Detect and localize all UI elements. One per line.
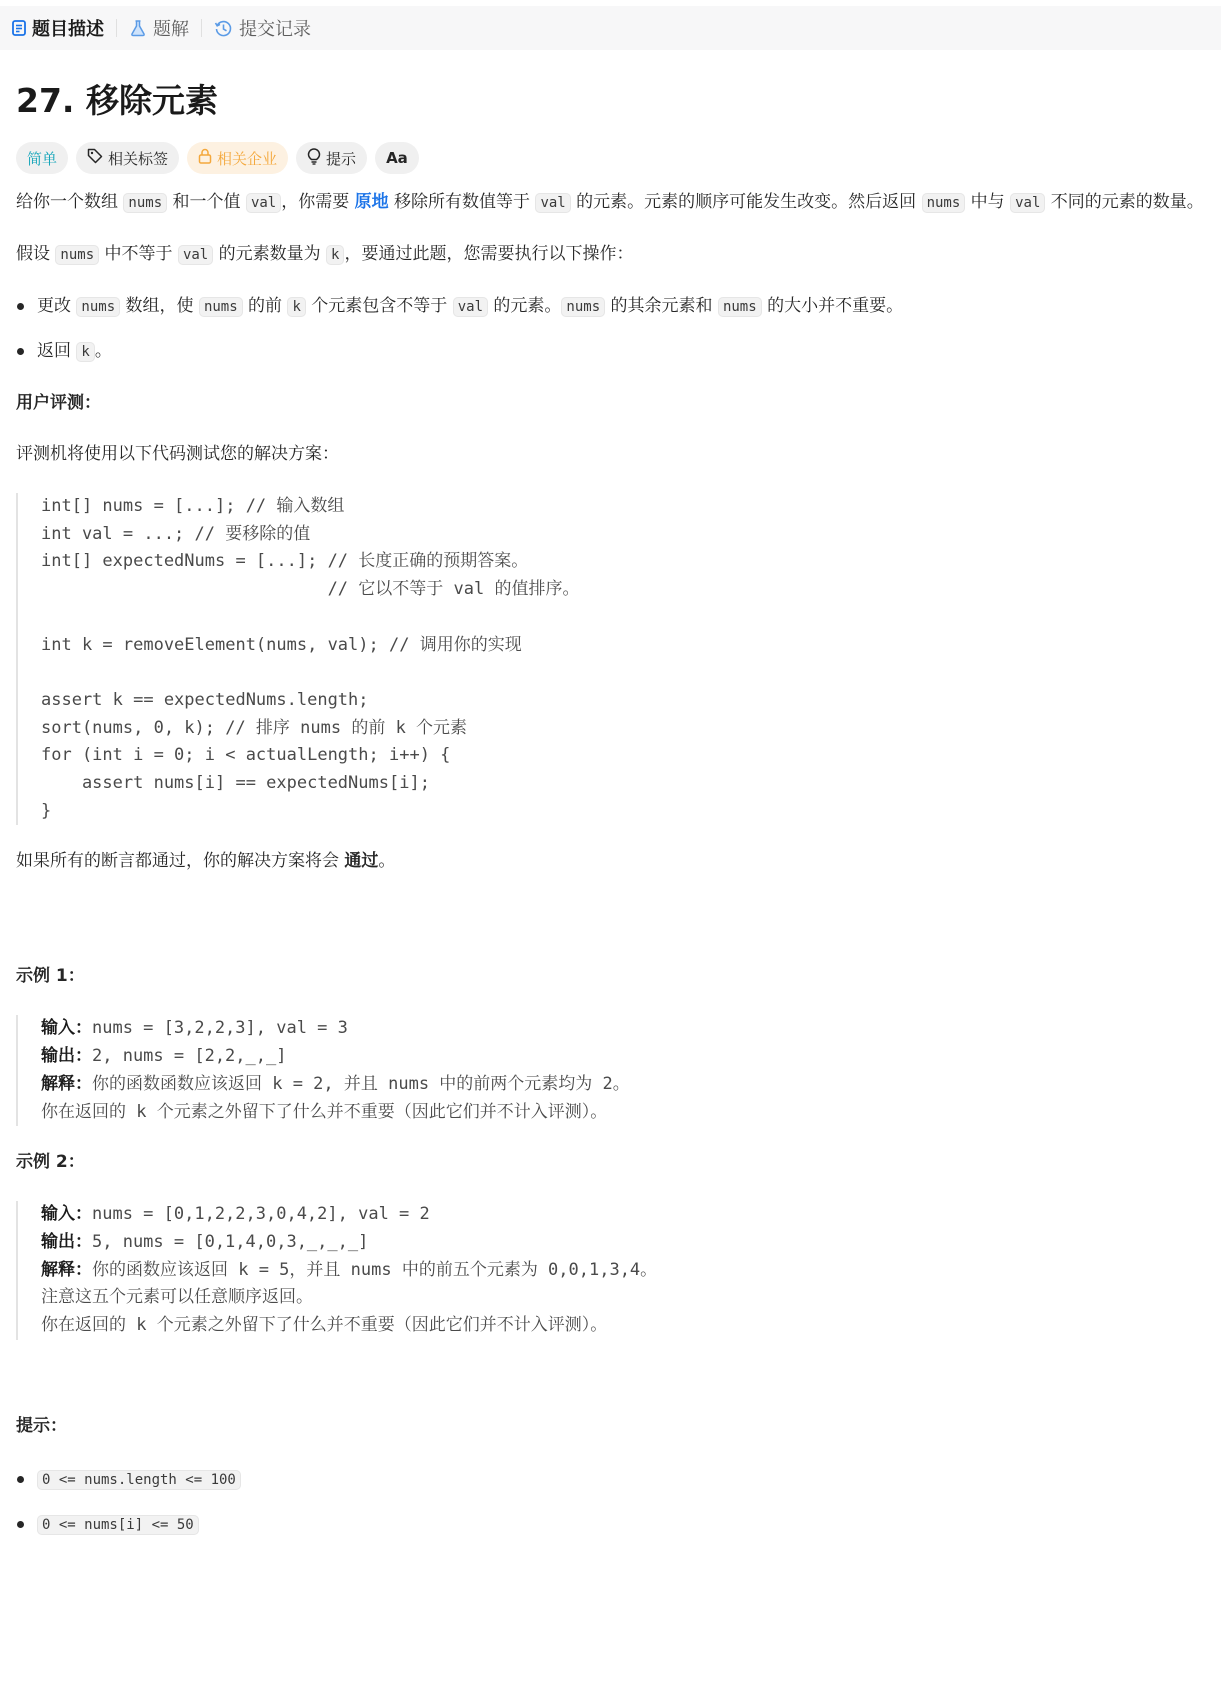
text: 不同的元素的数量。 xyxy=(1045,192,1204,212)
constraints-heading: 提示： xyxy=(16,1415,67,1436)
text: 的前 xyxy=(242,296,288,316)
inline-code: val xyxy=(246,193,281,213)
problem-content xyxy=(16,76,1206,1540)
text: 的元素。 xyxy=(488,296,562,316)
pass-paragraph xyxy=(16,847,1206,876)
list-item xyxy=(16,1465,1206,1495)
requirement-list xyxy=(16,292,1206,367)
text: 和一个值 xyxy=(167,192,246,212)
text: 数组，使 xyxy=(120,296,199,316)
example-output: 2, nums = [2,2,_,_] xyxy=(92,1046,287,1067)
example-explanation: 你的函数应该返回 k = 5，并且 nums 中的前五个元素为 0,0,1,3,4。 注意这五个元素可以任意顺序返回。 你在返回的 k 个元素之外留下了什么并不重要（因此它们并不计入评测）。 xyxy=(41,1259,658,1336)
tag-row xyxy=(16,142,1206,174)
explain-label: 解释： xyxy=(41,1073,92,1094)
lock-icon xyxy=(198,148,212,168)
judge-intro: 评测机将使用以下代码测试您的解决方案： xyxy=(16,444,339,464)
description-paragraph-1 xyxy=(16,188,1206,218)
difficulty-badge[interactable]: 简单 xyxy=(16,142,68,174)
constraint-code: 0 <= nums.length <= 100 xyxy=(37,1470,241,1490)
text: ，要通过此题，您需要执行以下操作： xyxy=(344,244,634,264)
tab-description[interactable] xyxy=(12,15,104,41)
tab-submissions-label: 提交记录 xyxy=(239,19,311,40)
lightbulb-icon xyxy=(307,148,321,169)
tab-divider xyxy=(116,19,117,37)
text: 。 xyxy=(378,851,396,872)
related-tags-button[interactable] xyxy=(76,142,179,174)
description-paragraph-2 xyxy=(16,240,1206,270)
example-input: nums = [0,1,2,2,3,0,4,2], val = 2 xyxy=(92,1204,430,1225)
tab-description-label: 题目描述 xyxy=(32,19,104,40)
constraint-code: 0 <= nums[i] <= 50 xyxy=(37,1515,199,1535)
input-label: 输入： xyxy=(41,1204,92,1225)
inline-code: val xyxy=(453,297,488,317)
output-label: 输出： xyxy=(41,1231,92,1252)
history-icon xyxy=(214,19,233,38)
text: 中与 xyxy=(965,192,1011,212)
inline-code: k xyxy=(326,245,344,265)
text: ，你需要 xyxy=(281,192,355,212)
text: 如果所有的断言都通过，你的解决方案将会 xyxy=(16,851,345,872)
input-label: 输入： xyxy=(41,1018,92,1039)
inline-code: val xyxy=(178,245,213,265)
text: 给你一个数组 xyxy=(16,192,124,212)
text: 的大小并不重要。 xyxy=(761,296,904,316)
text: 中不等于 xyxy=(99,244,178,264)
in-place-link[interactable]: 原地 xyxy=(354,192,389,212)
inline-code: nums xyxy=(922,193,966,213)
tab-solutions-label: 题解 xyxy=(153,19,189,40)
text: 。 xyxy=(94,341,112,361)
example-2-block xyxy=(16,1201,1206,1340)
list-item xyxy=(16,337,1206,367)
inline-code: nums xyxy=(123,193,167,213)
example-2-heading: 示例 2： xyxy=(16,1152,85,1173)
text: 移除所有数值等于 xyxy=(388,192,536,212)
inline-code: val xyxy=(1010,193,1045,213)
list-item xyxy=(16,1510,1206,1540)
text: 个元素包含不等于 xyxy=(305,296,453,316)
text: 的元素。元素的顺序可能发生改变。然后返回 xyxy=(570,192,922,212)
example-1-block xyxy=(16,1015,1206,1126)
font-toggle-button[interactable] xyxy=(375,142,419,174)
explain-label: 解释： xyxy=(41,1259,92,1280)
example-input: nums = [3,2,2,3], val = 3 xyxy=(92,1018,348,1039)
hint-label: 提示 xyxy=(326,149,357,168)
example-output: 5, nums = [0,1,4,0,3,_,_,_] xyxy=(92,1231,369,1252)
related-companies-label: 相关企业 xyxy=(217,149,278,168)
judge-heading: 用户评测： xyxy=(16,393,101,413)
inline-code: k xyxy=(287,297,305,317)
related-tags-label: 相关标签 xyxy=(108,149,169,168)
inline-code: val xyxy=(535,193,570,213)
inline-code: nums xyxy=(199,297,243,317)
inline-code: k xyxy=(76,342,94,362)
example-explanation: 你的函数函数应该返回 k = 2, 并且 nums 中的前两个元素均为 2。 你在返回的 k 个元素之外留下了什么并不重要（因此它们并不计入评测）。 xyxy=(41,1073,630,1122)
flask-icon xyxy=(129,19,147,37)
tab-bar xyxy=(0,6,1221,50)
page-title: 27. 移除元素 xyxy=(16,81,218,120)
list-item xyxy=(16,292,1206,322)
inline-code: nums xyxy=(76,297,120,317)
text: 假设 xyxy=(16,244,56,264)
text: 的其余元素和 xyxy=(605,296,718,316)
tag-icon xyxy=(87,148,103,168)
text: 返回 xyxy=(37,341,77,361)
hint-button[interactable] xyxy=(296,142,367,174)
output-label: 输出： xyxy=(41,1046,92,1067)
text: 的元素数量为 xyxy=(213,244,327,264)
inline-code: nums xyxy=(718,297,762,317)
constraints-list xyxy=(16,1465,1206,1540)
inline-code: nums xyxy=(55,245,99,265)
text: 更改 xyxy=(37,296,77,316)
pass-keyword: 通过 xyxy=(344,851,379,872)
judge-code-block: int[] nums = [...]; // 输入数组 int val = ...; // 要移除的值 int[] expectedNums = [...]; // 长度正确的预期答案。 // 它以不等于 val 的值排序。 int k = removeElement(nums, val); // 调用你的实现 assert k == expectedNums.length; sort(nums, 0, k); // 排序 nums 的前 k 个元素 for (int i = 0; i < actualLength; i++) { assert nums[i] == expectedNums[i]; } xyxy=(16,493,1206,825)
translate-icon: Aa xyxy=(386,149,408,167)
inline-code: nums xyxy=(561,297,605,317)
document-icon xyxy=(12,20,26,36)
example-1-heading: 示例 1： xyxy=(16,966,85,987)
tab-submissions[interactable] xyxy=(214,15,311,41)
tab-solutions[interactable] xyxy=(129,15,189,41)
related-companies-button[interactable] xyxy=(187,142,288,174)
tab-divider xyxy=(201,19,202,37)
